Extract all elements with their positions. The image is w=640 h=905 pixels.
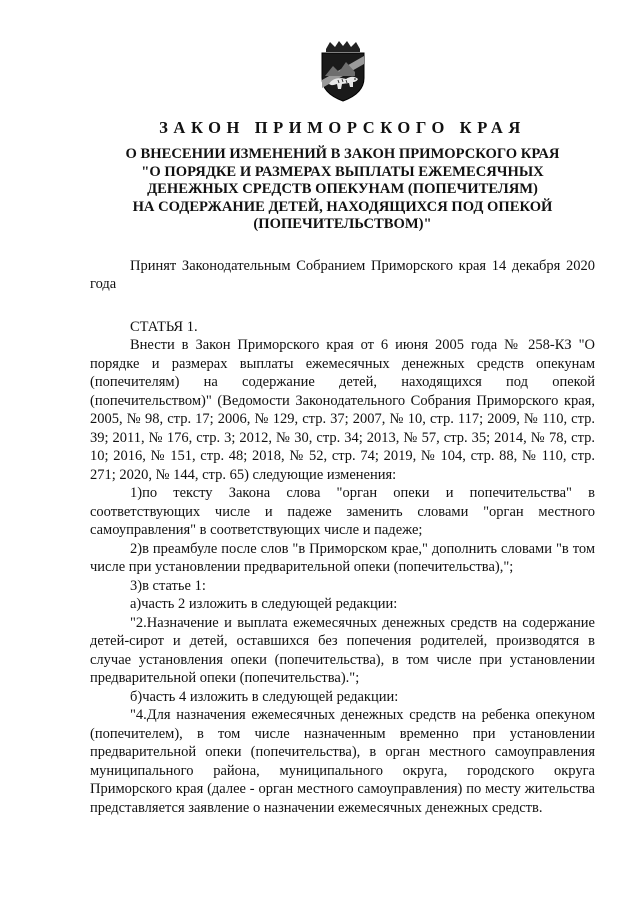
article-paragraph: "4.Для назначения ежемесячных денежных средств на ребенка опекуном (попечителем), в том числе назначенным временно при установлении предварительной опеки (попечительства), в орган местного самоуправления муниципального района, муниципального округа, городского округа Приморского края (далее - орган местного самоуправления) по месту жительства представляется заявление о назначении ежемесячных денежных средств. [90,707,595,816]
emblem [90,40,595,104]
law-title: ЗАКОН ПРИМОРСКОГО КРАЯ [159,118,526,137]
accepted-statement: Принят Законодательным Собранием Приморского края 14 декабря 2020 года [90,257,595,292]
article-paragraph: а)часть 2 изложить в следующей редакции: [130,596,398,612]
subtitle-line: "О ПОРЯДКЕ И РАЗМЕРАХ ВЫПЛАТЫ ЕЖЕМЕСЯЧНЫХ [141,163,544,180]
document-page [90,40,595,817]
article-heading: СТАТЬЯ 1. [130,318,198,335]
article-paragraph: 2)в преамбуле после слов "в Приморском крае," дополнить словами "в том числе при установлении предварительной опеки (попечительства),"; [90,540,595,575]
subtitle-line: О ВНЕСЕНИИ ИЗМЕНЕНИЙ В ЗАКОН ПРИМОРСКОГО КРАЯ [125,146,560,162]
article-paragraph: 3)в статье 1: [130,577,206,594]
subtitle-line: НА СОДЕРЖАНИЕ ДЕТЕЙ, НАХОДЯЩИХСЯ ПОД ОПЕКОЙ [132,198,553,215]
article-paragraph: Внести в Закон Приморского края от 6 июня 2005 года № 258-КЗ "О порядке и размерах выплаты ежемесячных денежных средств опекунам (попечителям) на содержание детей, находящихся под опекой (попечительством)" (Ведомости Законодательного Собрания Приморского края, 2005, № 98, стр. 17; 2006, № 129, стр. 37; 2007, № 10, стр. 117; 2009, № 110, стр. 39; 2011, № 176, стр. 3; 2012, № 30, стр. 34; 2013, № 57, стр. 35; 2014, № 78, стр. 10; 2016, № 151, стр. 48; 2018, № 52, стр. 74; 2019, № 104, стр. 88, № 110, стр. 271; 2020, № 144, стр. 65) следующие изменения: [90,337,595,483]
law-subtitle [90,146,595,234]
subtitle-line: ДЕНЕЖНЫХ СРЕДСТВ ОПЕКУНАМ (ПОПЕЧИТЕЛЯМ) [147,181,538,197]
primorsky-krai-coat-of-arms-icon [316,40,370,102]
article-paragraph: б)часть 4 изложить в следующей редакции: [130,688,399,705]
article-paragraph: 1)по тексту Закона слова "орган опеки и попечительства" в соответствующих числе и падеже заменить словами "орган местного самоуправления" в соответствующих числе и падеже; [90,485,595,538]
article-paragraph: "2.Назначение и выплата ежемесячных денежных средств на содержание детей-сирот и детей, оставшихся без попечения родителей, производятся в случае установления опеки (попечительства), в том числе при установлении предварительной опеки (попечительства)."; [90,614,595,686]
subtitle-line: (ПОПЕЧИТЕЛЬСТВОМ)" [253,216,432,232]
